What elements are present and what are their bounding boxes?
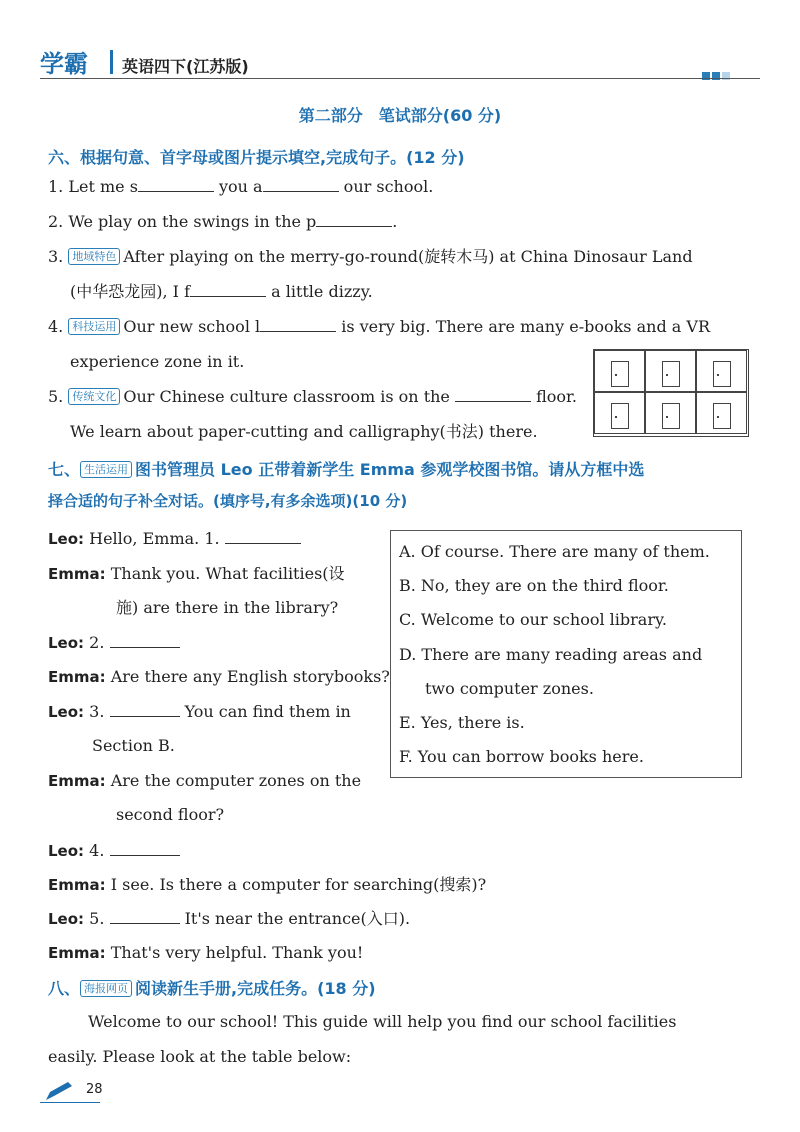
dialogue-text: I see. Is there a computer for searching(搜索)? (105, 875, 487, 894)
speaker-leo: Leo: (48, 842, 85, 860)
dialogue-line (48, 701, 351, 723)
speaker-emma: Emma: (48, 565, 106, 583)
room-cell (594, 350, 645, 392)
section6-title: 六、根据句意、首字母或图片提示填空,完成句子。(12 分) (48, 148, 465, 167)
book-title: 英语四下(江苏版) (122, 57, 249, 76)
option-b: B. No, they are on the third floor. (399, 576, 669, 595)
question-5-cont (70, 421, 538, 443)
door-icon (713, 361, 731, 387)
dialogue-text: It's near the entrance(入口). (179, 909, 411, 928)
speaker-emma: Emma: (48, 944, 106, 962)
q3-line2a: (中华恐龙园), I f (70, 282, 190, 301)
speaker-emma: Emma: (48, 772, 106, 790)
door-icon (662, 361, 680, 387)
dialogue-line (48, 942, 363, 964)
q3-tag: 地域特色 (68, 248, 120, 265)
option-f: F. You can borrow books here. (399, 747, 644, 766)
question-5 (48, 386, 577, 408)
q2-text-a: 2. We play on the swings in the p (48, 212, 317, 231)
speaker-leo: Leo: (48, 910, 85, 928)
q4-tag: 科技运用 (68, 318, 120, 335)
q4-blank[interactable] (260, 317, 336, 332)
q2-text-b: . (392, 212, 398, 231)
q3-blank[interactable] (190, 282, 266, 297)
q3-line2b: a little dizzy. (266, 282, 373, 301)
speaker-leo: Leo: (48, 634, 85, 652)
q1-text-c: our school. (338, 177, 434, 196)
option-d: D. There are many reading areas and (399, 645, 703, 664)
dialogue-text: Thank you. What facilities(设 (105, 564, 345, 583)
dialogue-blank-1[interactable] (225, 529, 301, 544)
dialogue-line-cont: 施) are there in the library? (116, 598, 339, 617)
dialogue-text: 4. (84, 841, 105, 860)
q5-line1b: floor. (530, 387, 577, 406)
question-4-cont (70, 351, 244, 373)
section7-title-line2: 择合适的句子补全对话。(填序号,有多余选项)(10 分) (48, 492, 408, 510)
question-3 (48, 246, 693, 268)
q1-blank-1[interactable] (138, 177, 214, 192)
options-box (390, 530, 742, 778)
q4-number: 4. (48, 317, 64, 336)
q5-number: 5. (48, 387, 64, 406)
door-icon (713, 403, 731, 429)
logo-divider (110, 50, 113, 74)
q2-blank[interactable] (316, 212, 392, 227)
dialogue-line (48, 666, 390, 688)
section8-title (48, 976, 376, 999)
option-c: C. Welcome to our school library. (399, 610, 667, 629)
dialogue-line-cont: second floor? (116, 805, 225, 824)
dialogue-line (48, 840, 180, 862)
building-floor-diagram (593, 349, 749, 437)
question-2 (48, 211, 397, 233)
dialogue-text: You can find them in (179, 702, 351, 721)
q5-blank[interactable] (455, 387, 531, 402)
door-icon (662, 403, 680, 429)
dialogue-text: 2. (84, 633, 105, 652)
section8-paragraph-line2: easily. Please look at the table below: (48, 1047, 352, 1066)
room-cell (594, 392, 645, 434)
section8-title-text: 阅读新生手册,完成任务。(18 分) (135, 979, 376, 998)
q3-line1: After playing on the merry-go-round(旋转木马) at China Dinosaur Land (123, 247, 693, 266)
dialogue-text: Are there any English storybooks? (105, 667, 390, 686)
pen-icon (44, 1080, 74, 1102)
section8-paragraph-line1: Welcome to our school! This guide will help you find our school facilities (88, 1012, 677, 1031)
dialogue-line (48, 528, 301, 550)
room-cell (696, 392, 747, 434)
q4-line2: experience zone in it. (70, 352, 245, 371)
section8-prefix: 八、 (48, 979, 81, 998)
page-number: 28 (86, 1082, 103, 1097)
dialogue-line-cont: Section B. (92, 736, 175, 755)
question-1 (48, 176, 433, 198)
speaker-emma: Emma: (48, 876, 106, 894)
door-icon (611, 361, 629, 387)
q1-text-a: 1. Let me s (48, 177, 138, 196)
door-icon (611, 403, 629, 429)
header-rule (40, 78, 760, 79)
section7-title-line1: 图书管理员 Leo 正带着新学生 Emma 参观学校图书馆。请从方框中选 (135, 460, 645, 479)
dialogue-line (48, 563, 345, 585)
section7-prefix: 七、 (48, 460, 81, 479)
q5-line1a: Our Chinese culture classroom is on the (123, 387, 450, 406)
dialogue-line (48, 908, 410, 930)
section8-tag: 海报网页 (80, 980, 132, 997)
dialogue-blank-4[interactable] (110, 841, 180, 856)
q4-line1b: is very big. There are many e-books and a VR (336, 317, 710, 336)
q3-number: 3. (48, 247, 64, 266)
dialogue-text: Are the computer zones on the (105, 771, 362, 790)
speaker-emma: Emma: (48, 668, 106, 686)
dialogue-text: 3. (84, 702, 105, 721)
option-e: E. Yes, there is. (399, 713, 525, 732)
dialogue-line (48, 874, 486, 896)
q1-blank-2[interactable] (263, 177, 339, 192)
brand-logo: 学霸 (40, 50, 88, 78)
option-d-cont: two computer zones. (425, 679, 594, 698)
q1-text-b: you a (213, 177, 263, 196)
section7-tag: 生活运用 (80, 461, 132, 478)
room-cell (645, 392, 696, 434)
q5-line2: We learn about paper-cutting and calligraphy(书法) there. (70, 422, 538, 441)
question-4 (48, 316, 710, 338)
dialogue-blank-2[interactable] (110, 633, 180, 648)
q4-line1a: Our new school l (123, 317, 261, 336)
dialogue-text: 5. (84, 909, 105, 928)
q5-tag: 传统文化 (68, 388, 120, 405)
dialogue-text: That's very helpful. Thank you! (105, 943, 364, 962)
dialogue-blank-5[interactable] (110, 909, 180, 924)
question-3-cont (70, 281, 373, 303)
option-a: A. Of course. There are many of them. (399, 542, 710, 561)
header-decoration (702, 65, 732, 84)
room-cell (696, 350, 747, 392)
speaker-leo: Leo: (48, 530, 85, 548)
room-cell (645, 350, 696, 392)
dialogue-text: Hello, Emma. 1. (84, 529, 220, 548)
part-title: 第二部分 笔试部分(60 分) (298, 106, 502, 125)
dialogue-blank-3[interactable] (110, 702, 180, 717)
dialogue-line (48, 770, 361, 792)
footer-rule (40, 1102, 100, 1103)
speaker-leo: Leo: (48, 703, 85, 721)
section7-title (48, 457, 644, 480)
dialogue-line (48, 632, 180, 654)
